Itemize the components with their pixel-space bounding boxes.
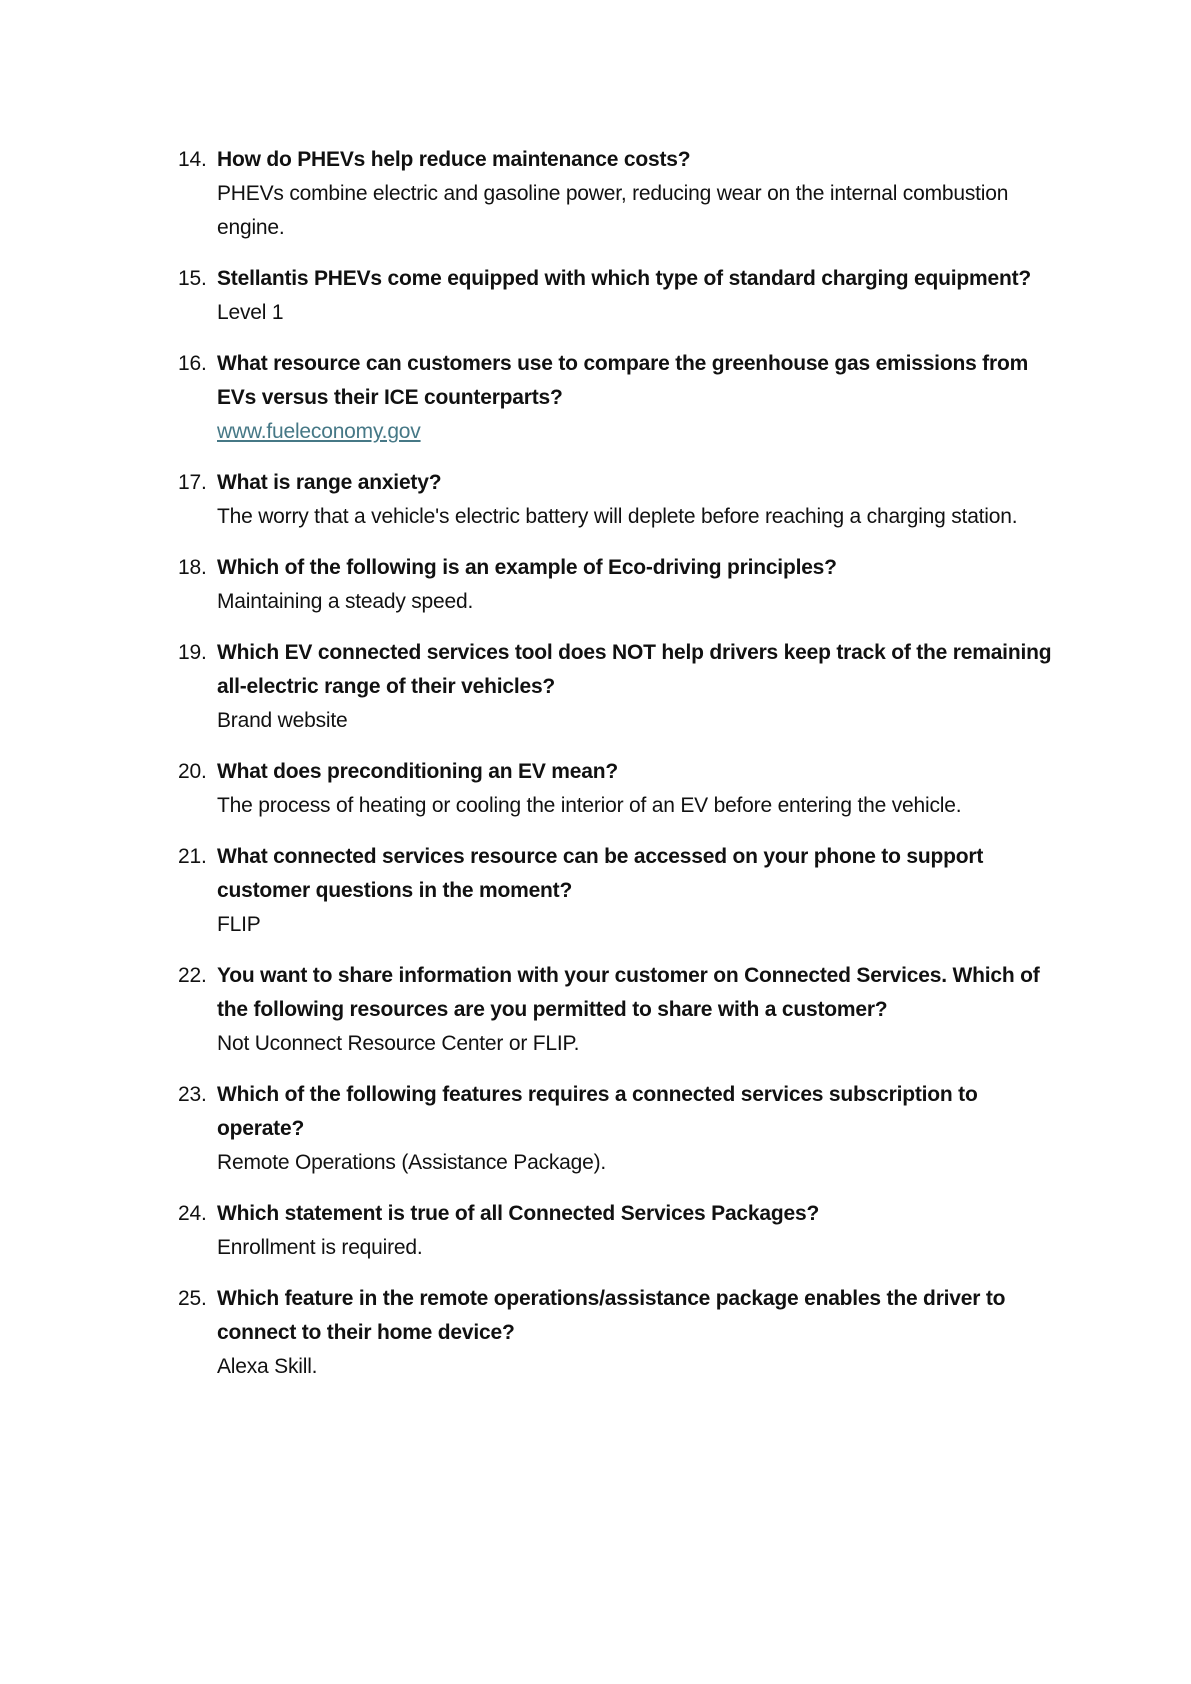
- list-item: [178, 1197, 1058, 1265]
- question-text: How do PHEVs help reduce maintenance costs?: [217, 148, 691, 171]
- item-number: 25.: [178, 1287, 207, 1310]
- item-number: 21.: [178, 845, 207, 868]
- question-text: What connected services resource can be accessed on your phone to support customer questions in the moment?: [217, 845, 984, 902]
- answer-text: The worry that a vehicle's electric battery will deplete before reaching a charging station.: [217, 505, 1018, 528]
- item-body: [217, 636, 1058, 738]
- item-body: [217, 143, 1058, 245]
- item-body: [217, 755, 1058, 823]
- question-text: Stellantis PHEVs come equipped with which type of standard charging equipment?: [217, 267, 1032, 290]
- item-number: 14.: [178, 148, 207, 171]
- item-number: 19.: [178, 641, 207, 664]
- answer-text: Enrollment is required.: [217, 1236, 423, 1259]
- item-body: [217, 959, 1058, 1061]
- list-item: [178, 959, 1058, 1061]
- answer: [217, 1027, 1058, 1061]
- item-body: [217, 1197, 1058, 1265]
- item-number: 20.: [178, 760, 207, 783]
- item-body: [217, 1078, 1058, 1180]
- list-item: [178, 551, 1058, 619]
- question-text: Which of the following features requires a connected services subscription to operate?: [217, 1083, 978, 1140]
- list-item: [178, 755, 1058, 823]
- list-item: [178, 1282, 1058, 1384]
- list-item: [178, 840, 1058, 942]
- answer: [217, 1146, 1058, 1180]
- list-item: [178, 262, 1058, 330]
- question-text: Which of the following is an example of Eco-driving principles?: [217, 556, 837, 579]
- answer-text: PHEVs combine electric and gasoline power, reducing wear on the internal combustion engine.: [217, 182, 1009, 239]
- answer-text: Brand website: [217, 709, 348, 732]
- answer: [217, 500, 1058, 534]
- answer: [217, 177, 1058, 245]
- question-text: You want to share information with your customer on Connected Services. Which of the following resources are you permitted to share with a customer?: [217, 964, 1040, 1021]
- item-number: 17.: [178, 471, 207, 494]
- answer: [217, 1231, 1058, 1265]
- item-number: 16.: [178, 352, 207, 375]
- answer-text: The process of heating or cooling the interior of an EV before entering the vehicle.: [217, 794, 962, 817]
- qa-list: [178, 143, 1058, 1401]
- answer: [217, 1350, 1058, 1384]
- answer: [217, 908, 1058, 942]
- list-item: [178, 347, 1058, 449]
- list-item: [178, 636, 1058, 738]
- answer: [217, 704, 1058, 738]
- item-number: 18.: [178, 556, 207, 579]
- answer: [217, 296, 1058, 330]
- item-number: 24.: [178, 1202, 207, 1225]
- item-body: [217, 466, 1058, 534]
- list-item: [178, 466, 1058, 534]
- answer: [217, 789, 1058, 823]
- item-body: [217, 262, 1058, 330]
- question-text: What does preconditioning an EV mean?: [217, 760, 618, 783]
- item-body: [217, 1282, 1058, 1384]
- item-number: 22.: [178, 964, 207, 987]
- question-text: What resource can customers use to compare the greenhouse gas emissions from EVs versus their ICE counterparts?: [217, 352, 1029, 409]
- question-text: Which feature in the remote operations/assistance package enables the driver to connect to their home device?: [217, 1287, 1006, 1344]
- question-text: Which EV connected services tool does NOT help drivers keep track of the remaining all-electric range of their vehicles?: [217, 641, 1052, 698]
- list-item: [178, 143, 1058, 245]
- item-body: [217, 840, 1058, 942]
- question-text: What is range anxiety?: [217, 471, 442, 494]
- answer-text: Alexa Skill.: [217, 1355, 318, 1378]
- answer-text: Remote Operations (Assistance Package).: [217, 1151, 607, 1174]
- question-text: Which statement is true of all Connected Services Packages?: [217, 1202, 820, 1225]
- fueleconomy-link[interactable]: www.fueleconomy.gov: [217, 420, 421, 443]
- answer-text: Not Uconnect Resource Center or FLIP.: [217, 1032, 580, 1055]
- answer: [217, 585, 1058, 619]
- item-body: [217, 347, 1058, 449]
- answer: [217, 415, 1058, 449]
- item-body: [217, 551, 1058, 619]
- item-number: 15.: [178, 267, 207, 290]
- answer-text: Maintaining a steady speed.: [217, 590, 474, 613]
- answer-text: Level 1: [217, 301, 284, 324]
- item-number: 23.: [178, 1083, 207, 1106]
- answer-text: FLIP: [217, 913, 261, 936]
- list-item: [178, 1078, 1058, 1180]
